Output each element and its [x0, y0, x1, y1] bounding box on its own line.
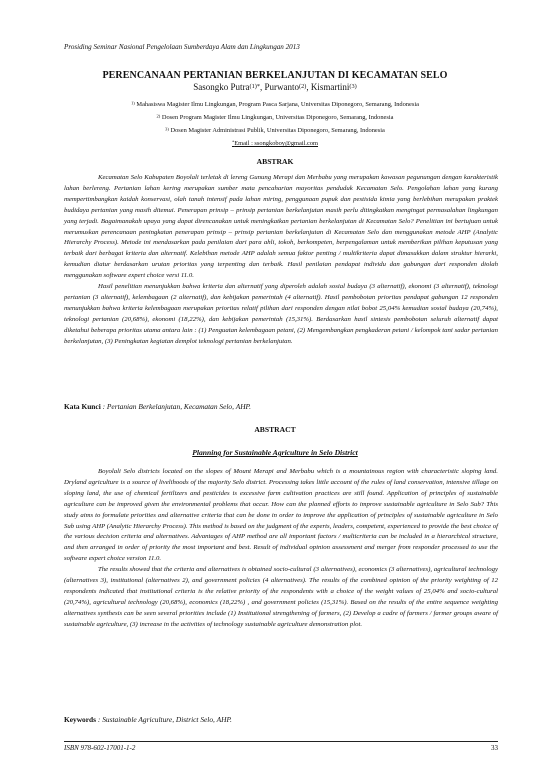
affiliation-1-text: Mahasiswa Magister Ilmu Lingkungan, Program Pasca Sarjana, Universitas Diponegoro, Semarang, Indonesia — [134, 101, 419, 108]
abstract-heading: ABSTRACT — [254, 425, 296, 434]
affiliation-1-marker: 1) — [131, 100, 135, 106]
author-1: Sasongko Putra — [193, 82, 250, 92]
author-3: , Kismartini — [306, 82, 350, 92]
kata-kunci-line — [64, 402, 498, 411]
affiliation-3 — [0, 127, 550, 134]
keywords-label: Keywords — [64, 715, 97, 724]
footer-isbn: ISBN 978-602-17001-1-2 — [64, 744, 136, 752]
page-number: 33 — [491, 744, 498, 752]
abstract-paragraph-1: Boyolali Selo districts located on the slopes of Mount Merapi and Merbabu which is a mountainous region with characteristic sloping land. Dryland agriculture is a source of livelihoods of the majority Selo district. Processing takes little account of the rules of land conservation, intensive tillage on sloping land, the use of chemical fertilizers and pesticides is excessive farm cultivation practices are still found. Application of principles of sustainable agriculture can be improved given the environmental problems that occur. How can the planned efforts to improve sustainable agriculture in Selo Sub? This study aims to formulate priorities and alternative criteria that can be done in order to improve the application of principles of sustainable agriculture in Selo Sub using AHP (Analytic Hierarchy Process). This method is based on the judgment of the experts, leaders, competent, experienced to provide the best choice of the various decision criteria and alternatives. Advantages of AHP method are all important factors / multicriteria can be included in a hierarchical structure, and then arranged in order of priority the most important and best. Result of individual opinion assessment and merger from responder processed to use the software expert choice version 11.0. — [64, 468, 498, 563]
affiliation-3-text: Dosen Magister Administrasi Publik, Universitas Diponegoro, Semarang, Indonesia — [168, 127, 385, 134]
author-3-marker: (3) — [349, 82, 357, 90]
author-2-marker: (2) — [299, 82, 307, 90]
paper-title: PERENCANAAN PERTANIAN BERKELANJUTAN DI KECAMATAN SELO — [102, 70, 448, 81]
kata-kunci-text: : Pertanian Berkelanjutan, Kecamatan Selo, AHP. — [100, 402, 251, 411]
affiliation-2-marker: 2) — [156, 113, 161, 119]
author-2: , Purwanto — [260, 82, 300, 92]
abstract-subtitle: Planning for Sustainable Agriculture in Selo District — [192, 448, 358, 457]
email-marker: * — [231, 139, 235, 145]
affiliation-1 — [0, 101, 550, 108]
affiliation-3-marker: 3) — [165, 126, 169, 132]
affiliation-2-text: Dosen Program Magister Ilmu Lingkungan, Universitas Diponegoro, Semarang, Indonesia — [160, 114, 394, 121]
keywords-line — [64, 715, 498, 724]
author-1-marker: (1)* — [249, 82, 261, 90]
abstrak-paragraph-2: Hasil penelitian menunjukkan bahwa kriteria dan alternatif yang diperoleh adalah sosial budaya (3 alternatif), ekonomi (3 alternatif), teknologi pertanian (3 alternatif), kelembagaan (2 alternatif), dan kebijakan pemerintah (4 alternatif). Hasil pembobotan prioritas pendapat gabungan 12 responden menunjukkan bahwa kriteria kelembagaan merupakan prioritas relatif pilihan dari responden dengan nilai bobot 25,04% kemudian sosial budaya (20,74%), teknologi pertanian (20,68%), ekonomi (18,22%), dan kebijakan pemerintah (15,31%). Berdasarkan hasil sintesis pembobotan seluruh alternatif dapat diketahui beberapa prioritas utama antara lain : (1) Penguatan kelembagaan petani, (2) Mengembangkan pengkaderan petani / kelompok tani sadar pertanian berkelanjutan, (3) Peningkatan kegiatan demplot teknologi pertanian berkelanjutan. — [64, 283, 498, 345]
abstract-paragraph-2: The results showed that the criteria and alternatives is obtained socio-cultural (3 alternatives), economics (3 alternatives), agricultural technology (alternatives 3), institutional (alternatives 2), and government policies (4 alternatives). The results of the combined opinion of the priority weighting of 12 respondents indicated that institutional criteria is the relative priority of the respondents with a choice of the weight values of 25,04% and socio-cultural (20,74%), agricultural technology (20,68%), economics (18,22%) , and government policies (15,31%). Based on the results of the entire sequence weighting alternatives synthesis can be seen several priorities include (1) Institutional strengthening of farmers, (2) Develop a cadre of farmers / farmer groups aware of sustainable agriculture, (3) increase in the activities of technology sustainable agriculture demonstration plot. — [64, 566, 498, 628]
footer-divider — [64, 741, 498, 742]
abstract-body — [64, 467, 498, 631]
kata-kunci-label: Kata Kunci — [64, 402, 101, 411]
email-line[interactable] — [0, 140, 550, 147]
abstrak-paragraph-1: Kecamatan Selo Kabupaten Boyolali terletak di lereng Gunung Merapi dan Merbabu yang merupakan kawasan pegunungan dengan karakteristik lahan berlereng. Pertanian lahan kering merupakan sumber mata pencaharian mayoritas penduduk Kecamatan Selo. Pengolahan lahan yang kurang mempertimbangkan kaidah konservasi, olah tanah intensif pada lahan miring, penggunaan pupuk dan pestisida kimia yang berlebihan merupakan praktek budidaya pertanian yang masih ditemui. Penerapan prinsip – prinsip pertanian berkelanjutan masih perlu ditingkatkan mengingat permasalahan lingkungan yang terjadi. Bagaimanakah upaya yang dapat direncanakan untuk meningkatkan pertanian berkelanjutan di Kecamatan Selo? Penelitian ini bertujuan untuk merumuskan perencanaan peningkatan penerapan prinsip – prinsip pertanian berkelanjutan di Kecamatan Selo dan menggunakan metode AHP (Analytic Hierarchy Process). Metode ini mendasarkan pada penilaian dari para ahli, tokoh, berkompeten, berpengalaman untuk memberikan pilihan keputusan yang terbaik dari berbagai kriteria dan alternatif. Kelebihan metode AHP adalah semua faktor penting / multikriteria dapat dimasukkan dalam struktur hierarki, kemudian diatur berdasarkan urutan prioritas yang terpenting dan terbaik. Hasil penilaian pendapat individu dan gabungan dari responden diolah menggunakan software expert choice versi 11.0. — [64, 174, 498, 280]
email-link[interactable]: Email : ssongkoboy@gmail.com — [234, 140, 319, 147]
abstrak-body — [64, 173, 498, 348]
affiliation-2 — [0, 114, 550, 121]
running-header: Prosiding Seminar Nasional Pengelolaan Sumberdaya Alam dan Lingkungan 2013 — [64, 43, 300, 51]
keywords-text: : Sustainable Agriculture, District Selo, AHP. — [96, 715, 232, 724]
abstrak-heading: ABSTRAK — [256, 157, 294, 166]
author-line — [0, 82, 550, 92]
